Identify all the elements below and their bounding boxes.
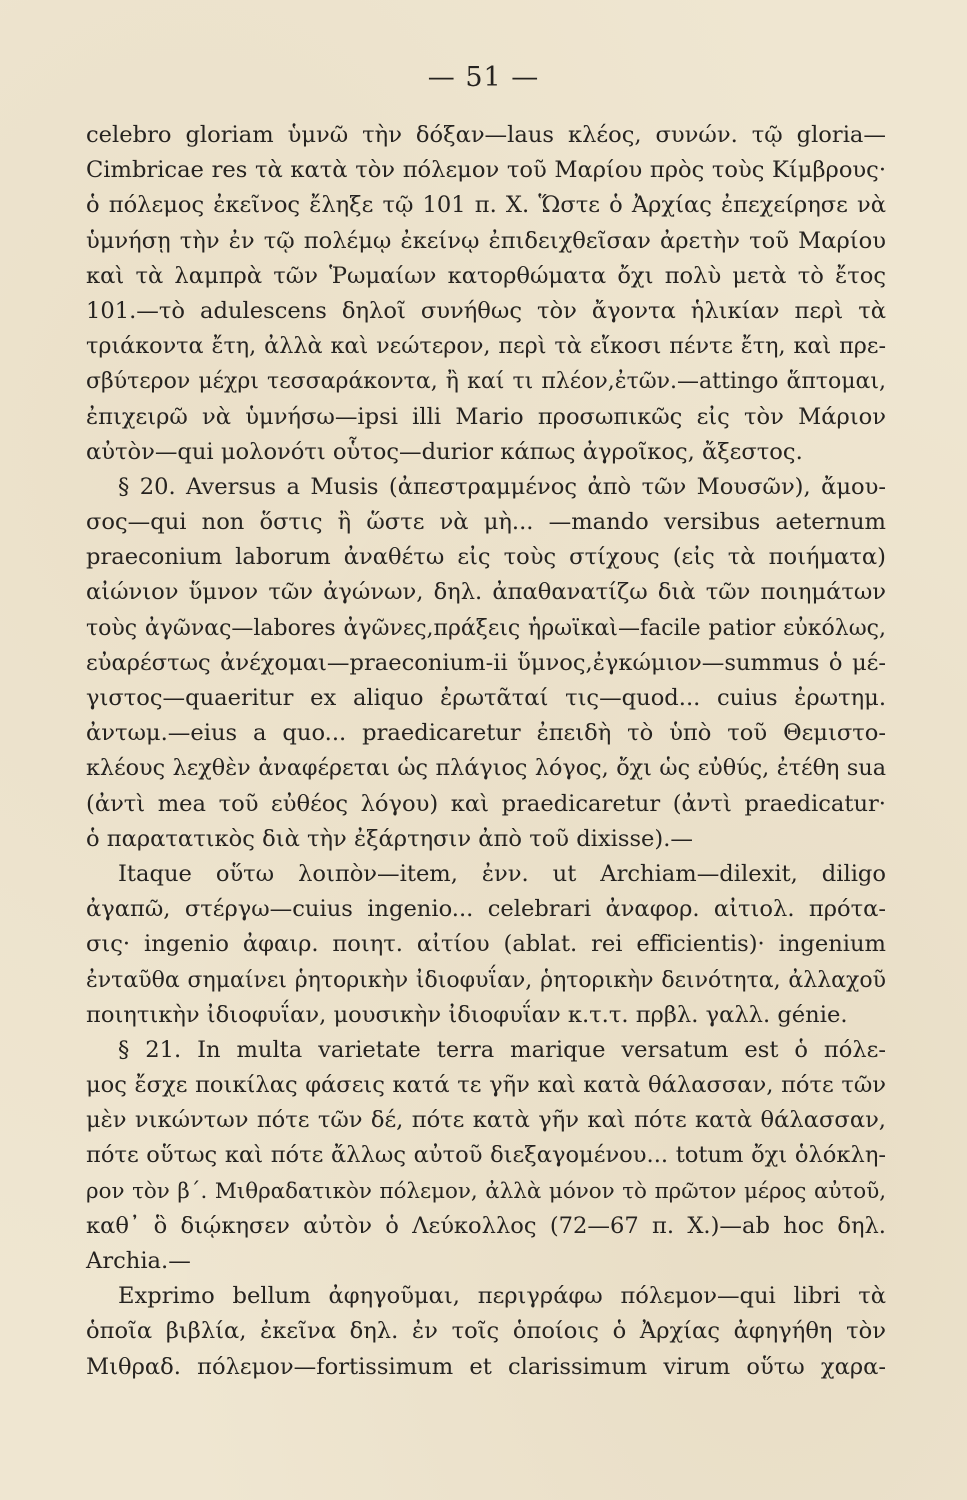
text-line: Itaque οὕτω λοιπὸν—item, ἐνν. ut Archiam—dilexit, diligo bbox=[118, 860, 886, 887]
text-line: σος—qui non ὅστις ἢ ὥστε νὰ μὴ... —mando versibus aeternum bbox=[86, 509, 886, 536]
text-line: ρον τὸν β΄. Μιθραδατικὸν πόλεμον, ἀλλὰ μόνον τὸ πρῶτον μέρος αὐτοῦ, bbox=[86, 1178, 886, 1204]
text-line: (ἀντὶ mea τοῦ εὐθέος λόγου) καὶ praedicaretur (ἀντὶ praedicatur· bbox=[86, 790, 886, 817]
text-line: Μιθραδ. πόλεμον—fortissimum et clarissimum virum οὕτω χαρα- bbox=[86, 1353, 887, 1380]
text-line: praeconium laborum ἀναθέτω εἰς τοὺς στίχους (εἰς τὰ ποιήματα) bbox=[86, 544, 886, 571]
text-line: τριάκοντα ἔτη, ἀλλὰ καὶ νεώτερον, περὶ τὰ εἴκοσι πέντε ἔτη, καὶ πρε- bbox=[86, 333, 886, 360]
text-line: ἐπιχειρῶ νὰ ὑμνήσω—ipsi illi Mario προσωπικῶς εἰς τὸν Μάριον bbox=[86, 403, 886, 430]
text-line: ὁ πόλεμος ἐκεῖνος ἔληξε τῷ 101 π. Χ. Ὥστε ὁ Ἀρχίας ἐπεχείρησε νὰ bbox=[86, 192, 886, 219]
text-line: Cimbricae res τὰ κατὰ τὸν πόλεμον τοῦ Μαρίου πρὸς τοὺς Κίμβρους· bbox=[86, 157, 886, 184]
text-line: ἀγαπῶ, στέργω—cuius ingenio... celebrari ἀναφορ. αἰτιολ. πρότα- bbox=[86, 896, 886, 923]
text-line: καὶ τὰ λαμπρὰ τῶν Ῥωμαίων κατορθώματα ὄχι πολὺ μετὰ τὸ ἔτος bbox=[86, 262, 886, 289]
text-line: ποιητικὴν ἰδιοφυΐαν, μουσικὴν ἰδιοφυΐαν κ.τ.τ. πρβλ. γαλλ. génie. bbox=[86, 1001, 848, 1028]
text-line: μὲν νικώντων πότε τῶν δέ, πότε κατὰ γῆν καὶ πότε κατὰ θάλασσαν, bbox=[86, 1107, 886, 1134]
text-line: § 21. In multa varietate terra marique versatum est ὁ πόλε- bbox=[118, 1036, 886, 1063]
page-number: — 51 — bbox=[427, 62, 540, 93]
text-line: Archia.— bbox=[86, 1248, 191, 1274]
text-line: 101.—τὸ adulescens δηλοῖ συνήθως τὸν ἄγοντα ἡλικίαν περὶ τὰ bbox=[86, 297, 886, 324]
text-line: καθ᾽ ὃ διῴκησεν αὐτὸν ὁ Λεύκολλος (72—67 π. Χ.)—ab hoc δηλ. bbox=[86, 1212, 886, 1239]
text-line: ἀντωμ.—eius a quo... praedicaretur ἐπειδὴ τὸ ὑπὸ τοῦ Θεμιστο- bbox=[86, 720, 886, 747]
text-line: ὑμνήσῃ τὴν ἐν τῷ πολέμῳ ἐκείνῳ ἐπιδειχθεῖσαν ἀρετὴν τοῦ Μαρίου bbox=[86, 227, 886, 254]
text-line: ὁποῖα βιβλία, ἐκεῖνα δηλ. ἐν τοῖς ὁποίοις ὁ Ἀρχίας ἀφηγήθη τὸν bbox=[86, 1318, 886, 1345]
commentary-text bbox=[86, 118, 886, 1385]
text-line: τοὺς ἀγῶνας—labores ἀγῶνες,πράξεις ἡρωϊκαὶ—facile patior εὐκόλως, bbox=[86, 615, 886, 641]
text-line: κλέους λεχθὲν ἀναφέρεται ὡς πλάγιος λόγος, ὄχι ὡς εὐθύς, ἐτέθη sua bbox=[86, 755, 886, 782]
text-line: ἐνταῦθα σημαίνει ῥητορικὴν ἰδιοφυΐαν, ῥητορικὴν δεινότητα, ἀλλαχοῦ bbox=[86, 967, 886, 993]
text-line: μος ἔσχε ποικίλας φάσεις κατά τε γῆν καὶ κατὰ θάλασσαν, πότε τῶν bbox=[86, 1072, 886, 1099]
text-line: αἰώνιον ὕμνον τῶν ἀγώνων, δηλ. ἀπαθανατίζω διὰ τῶν ποιημάτων bbox=[86, 579, 886, 606]
text-line: celebro gloriam ὑμνῶ τὴν δόξαν—laus κλέος, συνών. τῷ gloria— bbox=[86, 122, 886, 148]
text-line: § 20. Aversus a Musis (ἀπεστραμμένος ἀπὸ τῶν Μουσῶν), ἄμου- bbox=[118, 473, 886, 500]
text-line: αὐτὸν—qui μολονότι οὗτος—durior κάπως ἀγροῖκος, ἄξεστος. bbox=[86, 438, 803, 465]
text-line: ὁ παρατατικὸς διὰ τὴν ἐξάρτησιν ἀπὸ τοῦ dixisse).— bbox=[86, 825, 694, 852]
text-line: σβύτερον μέχρι τεσσαράκοντα, ἢ καί τι πλέον,ἐτῶν.—attingo ἅπτομαι, bbox=[86, 369, 886, 395]
text-line: γιστος—quaeritur ex aliquo ἐρωτᾶταί τις—quod... cuius ἐρωτημ. bbox=[86, 685, 886, 711]
text-line: Exprimo bellum ἀφηγοῦμαι, περιγράφω πόλεμον—qui libri τὰ bbox=[118, 1283, 886, 1310]
text-line: εὐαρέστως ἀνέχομαι—praeconium-ii ὕμνος,ἐγκώμιον—summus ὁ μέ- bbox=[86, 649, 886, 676]
text-line: πότε οὕτως καὶ πότε ἄλλως αὐτοῦ διεξαγομένου... totum ὄχι ὁλόκλη- bbox=[86, 1142, 886, 1169]
text-line: σις· ingenio ἀφαιρ. ποιητ. αἰτίου (ablat. rei efficientis)· ingenium bbox=[86, 931, 886, 958]
